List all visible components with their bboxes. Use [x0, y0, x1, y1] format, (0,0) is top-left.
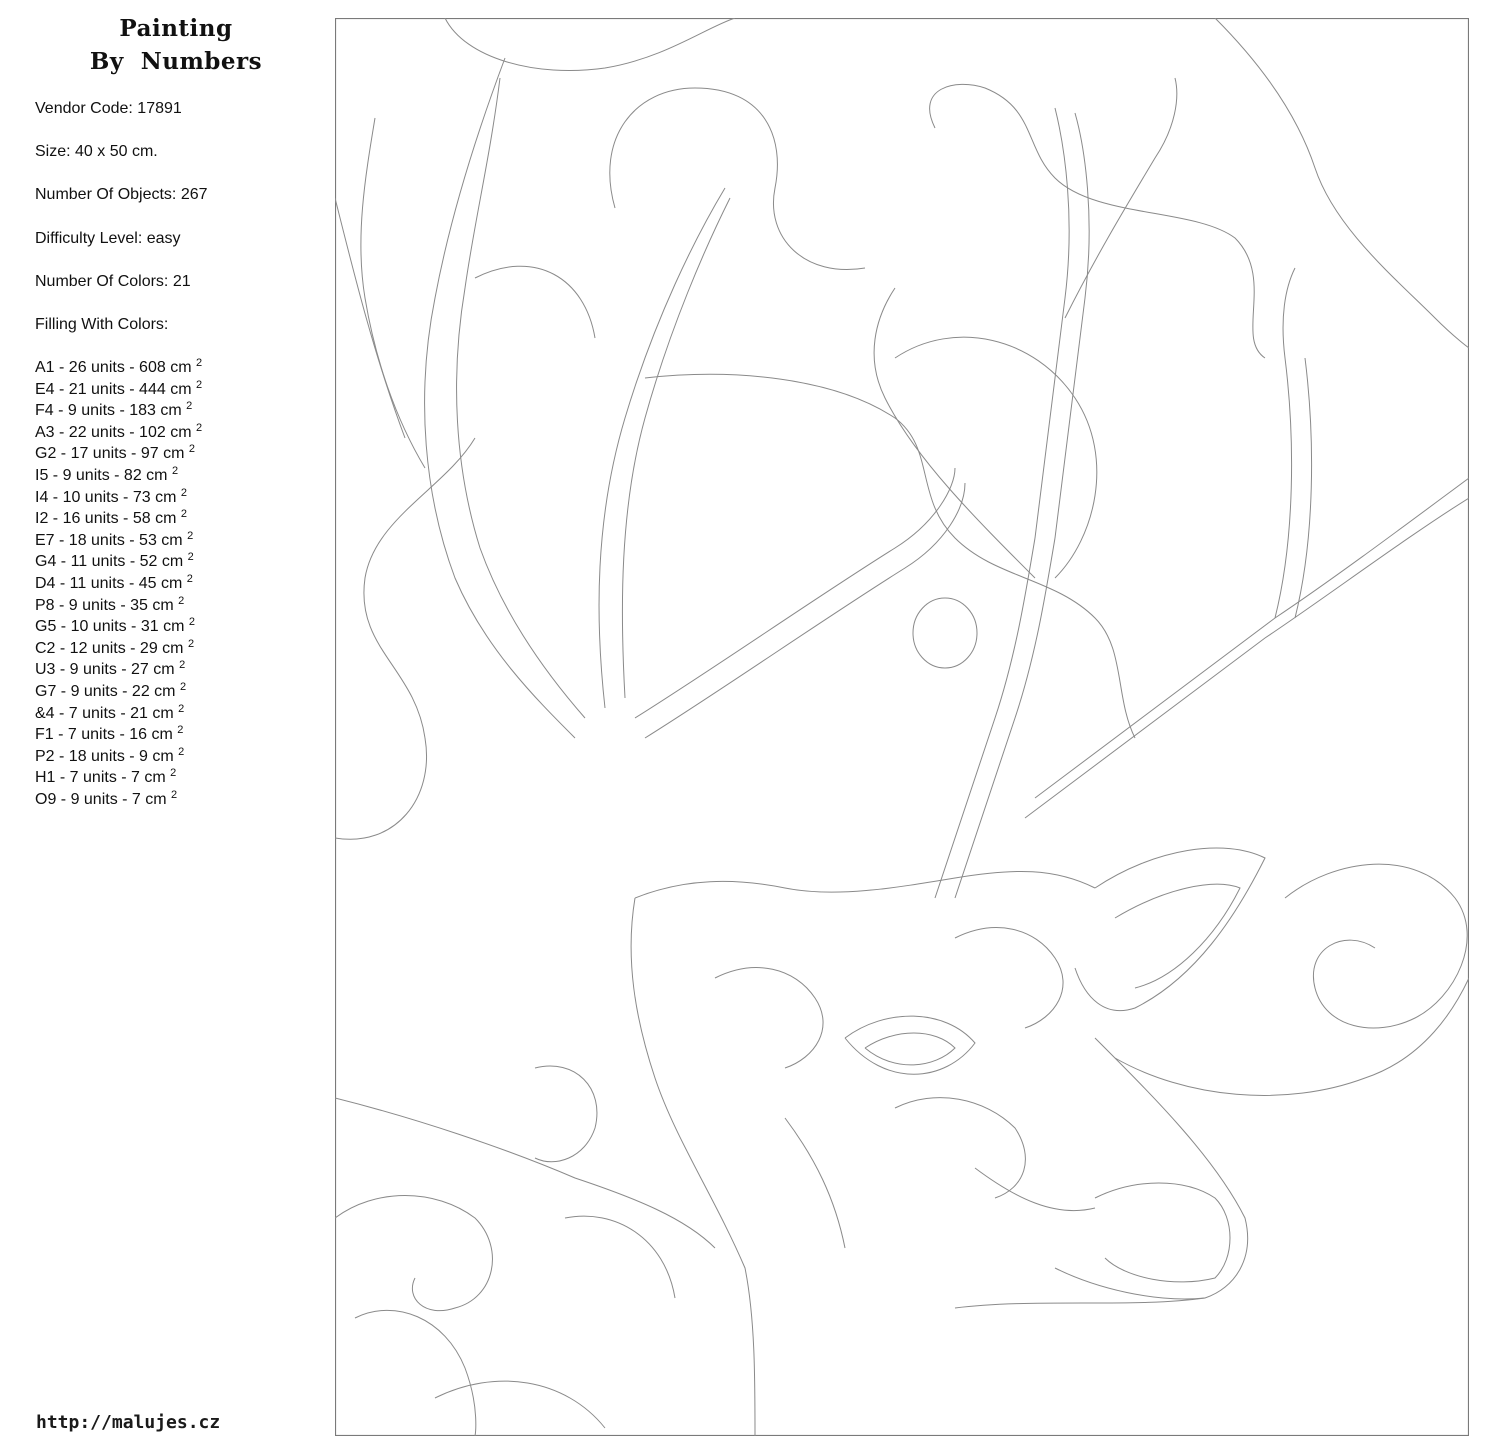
face-pattern: [955, 928, 1063, 1028]
color-item-label: O9 - 9 units - 7 cm: [35, 790, 167, 808]
right-antler: [1055, 113, 1089, 538]
unit-superscript: 2: [178, 594, 185, 607]
color-item: [35, 767, 202, 789]
left-antler: [425, 58, 575, 738]
unit-superscript: 2: [186, 572, 193, 585]
bg-swirl: [645, 374, 1135, 738]
unit-superscript: 2: [187, 551, 194, 564]
filling-heading: Filling With Colors:: [35, 315, 169, 333]
neck-swirl: [535, 1066, 597, 1162]
deer-eye-outer: [845, 1016, 975, 1074]
colors-count: Number Of Colors: 21: [35, 272, 191, 290]
unit-superscript: 2: [180, 486, 187, 499]
color-item: [35, 379, 202, 401]
unit-superscript: 2: [177, 724, 184, 737]
color-item: [35, 724, 202, 746]
right-antler: [874, 288, 1035, 578]
right-antler: [955, 538, 1055, 898]
unit-superscript: 2: [171, 788, 178, 801]
deer-head: [631, 898, 755, 1436]
neck-swirl: [335, 1196, 492, 1311]
left-antler-tine: [361, 118, 425, 468]
deer-eye: [865, 1033, 955, 1065]
deer-line-art: [335, 18, 1469, 1436]
left-antler: [599, 188, 725, 708]
unit-superscript: 2: [180, 508, 187, 521]
left-antler-tine: [335, 198, 405, 438]
vendor-code: Vendor Code: 17891: [35, 100, 182, 117]
color-item: [35, 357, 202, 379]
neck-swirl: [355, 1310, 476, 1436]
bg-swirl: [1115, 978, 1469, 1095]
bg-swirl: [895, 337, 1097, 578]
moon-shape: [913, 598, 977, 668]
face-pattern: [975, 1168, 1095, 1211]
color-item-label: F4 - 9 units - 183 cm: [35, 402, 182, 420]
color-item-label: E4 - 21 units - 444 cm: [35, 380, 192, 398]
size-info: Size: 40 x 50 cm.: [35, 143, 158, 161]
bg-swirl: [335, 438, 475, 839]
color-item-label: I4 - 10 units - 73 cm: [35, 488, 177, 506]
right-antler-tine: [1275, 268, 1295, 618]
bg-swirl: [475, 266, 595, 338]
color-item: [35, 681, 202, 703]
right-antler-tine: [1295, 358, 1312, 618]
unit-superscript: 2: [170, 767, 177, 780]
color-item-label: A1 - 26 units - 608 cm: [35, 359, 192, 376]
deer-head: [635, 871, 1095, 898]
deer-neck: [335, 1098, 715, 1248]
unit-superscript: 2: [195, 378, 203, 391]
right-antler: [1035, 108, 1069, 538]
coloring-canvas: [335, 18, 1469, 1436]
color-item: [35, 789, 202, 811]
color-item-label: D4 - 11 units - 45 cm: [35, 574, 183, 592]
color-item-label: E7 - 18 units - 53 cm: [35, 531, 183, 549]
info-sidebar: [0, 0, 320, 1453]
unit-superscript: 2: [195, 421, 203, 434]
left-antler: [622, 198, 730, 698]
unit-superscript: 2: [188, 616, 195, 629]
bg-swirl: [1285, 864, 1467, 1028]
face-pattern: [895, 1098, 1025, 1198]
canvas-frame: [336, 19, 1469, 1436]
color-item-label: G2 - 17 units - 97 cm: [35, 445, 185, 463]
color-item: [35, 530, 202, 552]
left-antler: [635, 468, 955, 718]
color-item-label: P2 - 18 units - 9 cm: [35, 747, 174, 765]
color-list: [35, 357, 202, 810]
left-antler: [457, 78, 585, 718]
unit-superscript: 2: [187, 529, 194, 542]
title-line-2: By Numbers: [89, 48, 263, 75]
color-item: [35, 422, 202, 444]
unit-superscript: 2: [195, 357, 203, 369]
color-item: [35, 443, 202, 465]
color-item: [35, 400, 202, 422]
color-item: [35, 659, 202, 681]
color-item: [35, 595, 202, 617]
color-item-label: I5 - 9 units - 82 cm: [35, 466, 168, 484]
face-pattern: [715, 968, 823, 1068]
right-antler: [1025, 498, 1469, 818]
color-item: [35, 487, 202, 509]
color-item-label: C2 - 12 units - 29 cm: [35, 639, 184, 657]
deer-ear-inner: [1115, 884, 1240, 988]
color-item-label: &4 - 7 units - 21 cm: [35, 704, 174, 722]
color-item: [35, 508, 202, 530]
color-item: [35, 551, 202, 573]
site-url: http://malujes.cz: [36, 1412, 221, 1433]
color-item-label: P8 - 9 units - 35 cm: [35, 596, 174, 614]
bg-swirl: [445, 18, 735, 71]
deer-ear: [1075, 848, 1265, 1011]
bg-swirl: [610, 88, 865, 270]
neck-swirl: [435, 1381, 605, 1428]
bg-swirl: [1215, 18, 1469, 348]
product-info: [35, 98, 208, 357]
unit-superscript: 2: [178, 702, 185, 715]
deer-snout: [955, 1038, 1248, 1308]
title-line-1: Painting: [119, 15, 233, 42]
difficulty-level: Difficulty Level: easy: [35, 229, 181, 247]
right-antler: [935, 538, 1035, 898]
color-item: [35, 746, 202, 768]
color-item: [35, 465, 202, 487]
unit-superscript: 2: [187, 637, 195, 650]
right-antler: [1065, 78, 1177, 318]
color-item: [35, 703, 202, 725]
color-item-label: G7 - 9 units - 22 cm: [35, 682, 176, 700]
objects-count: Number Of Objects: 267: [35, 186, 208, 204]
page-title: [36, 12, 316, 78]
color-item-label: F1 - 7 units - 16 cm: [35, 726, 173, 744]
right-antler: [1035, 478, 1469, 798]
unit-superscript: 2: [171, 464, 179, 477]
color-item-label: G5 - 10 units - 31 cm: [35, 618, 185, 636]
color-item: [35, 638, 202, 660]
color-item: [35, 573, 202, 595]
color-item-label: U3 - 9 units - 27 cm: [35, 661, 175, 679]
unit-superscript: 2: [179, 680, 187, 693]
unit-superscript: 2: [186, 400, 193, 413]
deer-nose: [1095, 1183, 1230, 1282]
color-item-label: I2 - 16 units - 58 cm: [35, 510, 177, 528]
unit-superscript: 2: [188, 443, 195, 456]
color-item: [35, 616, 202, 638]
neck-swirl: [565, 1216, 675, 1298]
face-pattern: [785, 1118, 845, 1248]
color-item-label: A3 - 22 units - 102 cm: [35, 423, 192, 441]
color-item-label: G4 - 11 units - 52 cm: [35, 553, 184, 571]
unit-superscript: 2: [178, 745, 185, 758]
left-antler: [645, 483, 965, 738]
color-item-label: H1 - 7 units - 7 cm: [35, 769, 166, 787]
bg-swirl: [930, 84, 1265, 358]
unit-superscript: 2: [179, 659, 186, 672]
